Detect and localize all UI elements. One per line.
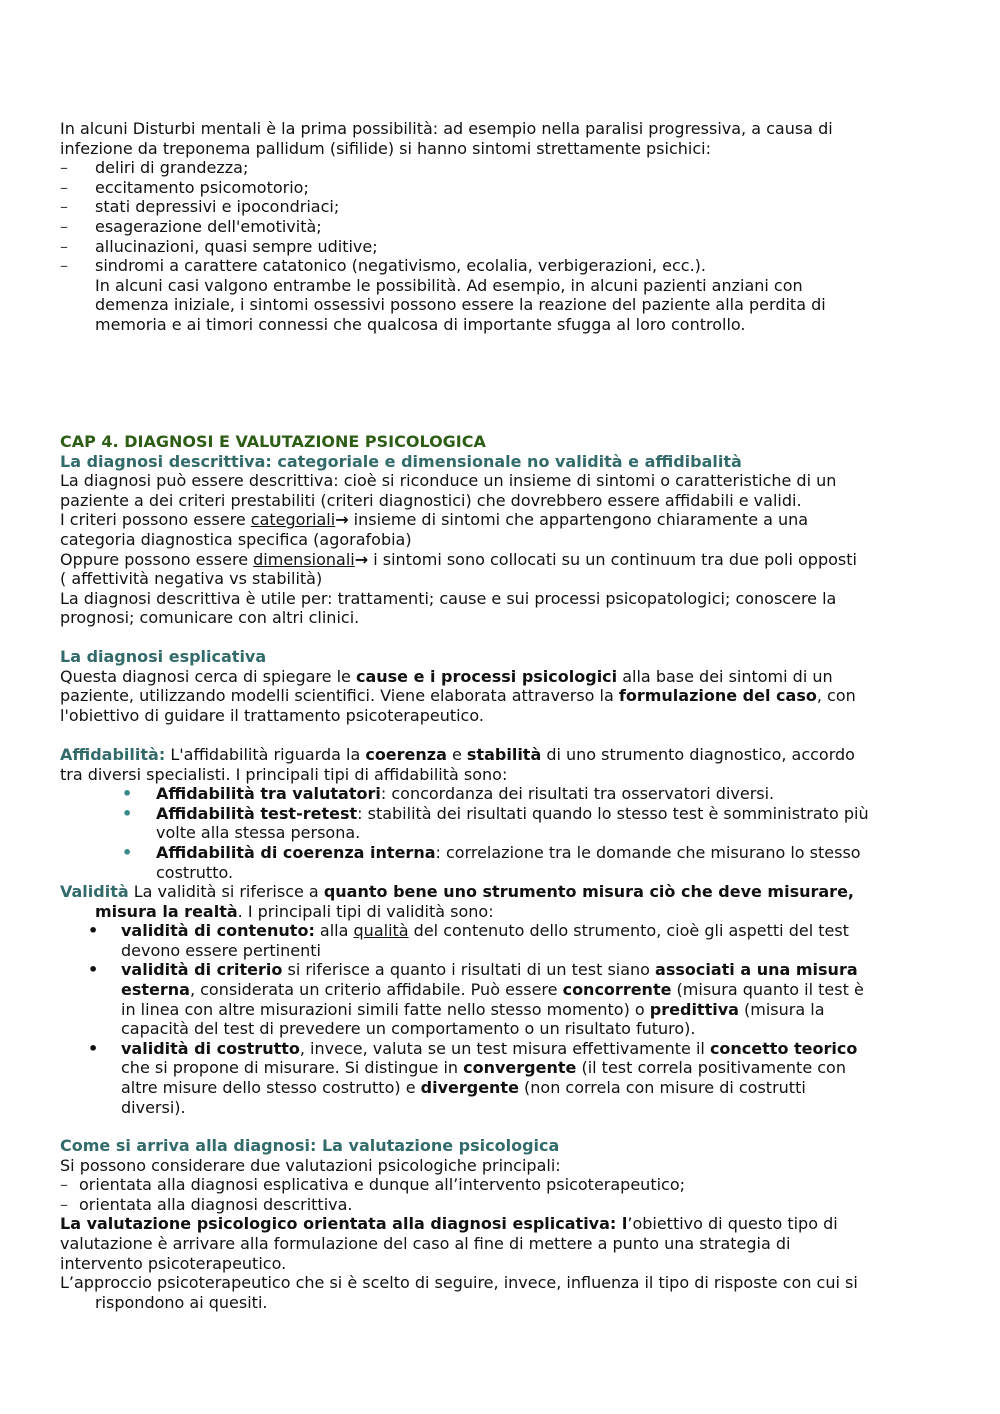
intro-paragraph-line: infezione da treponema pallidum (sifilide) si hanno sintomi strettamente psichici: bbox=[60, 138, 711, 158]
paragraph-line: La diagnosi descrittiva è utile per: trattamenti; cause e sui processi psicopatologici; conoscere la bbox=[60, 588, 837, 608]
chapter-section bbox=[60, 432, 910, 628]
paragraph-line: ( affettività negativa vs stabilità) bbox=[60, 569, 323, 589]
dash-bullet: – bbox=[60, 197, 68, 217]
section-heading: La diagnosi esplicativa bbox=[60, 647, 267, 666]
term-label: Validità bbox=[60, 882, 129, 901]
list-item-continuation: esterna, considerata un criterio affidabile. Può essere concorrente (misura quanto il test è bbox=[121, 979, 864, 999]
list-item-continuation: capacità del test di prevedere un comportamento o un risultato futuro). bbox=[121, 1019, 696, 1039]
paragraph-line: tra diversi specialisti. I principali tipi di affidabilità sono: bbox=[60, 764, 508, 784]
arrow-icon: → bbox=[335, 510, 349, 530]
chapter-title: CAP 4. DIAGNOSI E VALUTAZIONE PSICOLOGICA bbox=[60, 432, 486, 451]
bullet-dot: • bbox=[88, 1038, 99, 1058]
paragraph-line: l'obiettivo di guidare il trattamento psicoterapeutico. bbox=[60, 705, 484, 725]
list-item: – esagerazione dell'emotività; bbox=[60, 216, 322, 236]
list-item: • Affidabilità tra valutatori: concordanza dei risultati tra osservatori diversi. bbox=[122, 784, 775, 804]
section-heading: Come si arriva alla diagnosi: La valutazione psicologica bbox=[60, 1136, 560, 1155]
list-item: – orientata alla diagnosi esplicativa e dunque all’intervento psicoterapeutico; bbox=[60, 1175, 686, 1195]
list-item: – allucinazioni, quasi sempre uditive; bbox=[60, 236, 378, 256]
paragraph-line: valutazione è arrivare alla formulazione del caso al fine di mettere a punto una strategia di bbox=[60, 1233, 791, 1253]
paragraph-line: paziente a dei criteri prestabiliti (criteri diagnostici) che dovrebbero essere affidabili e validi. bbox=[60, 490, 802, 510]
list-item-continuation: in linea con altre misurazioni simili fatte nello stesso momento) o predittiva (misura la bbox=[121, 999, 825, 1019]
affidabilita-section bbox=[60, 745, 910, 882]
list-item-continuation: devono essere pertinenti bbox=[121, 940, 321, 960]
paragraph-line: paziente, utilizzando modelli scientifici. Viene elaborata attraverso la formulazione del caso, con bbox=[60, 686, 856, 706]
list-item: • validità di criterio si riferisce a quanto i risultati di un test siano associati a una misura bbox=[88, 960, 858, 980]
section-heading: La diagnosi descrittiva: categoriale e dimensionale no validità e affidibalità bbox=[60, 451, 742, 471]
list-item: – sindromi a carattere catatonico (negativismo, ecolalia, verbigerazioni, ecc.). bbox=[60, 256, 706, 276]
bullet-dot: • bbox=[88, 960, 99, 980]
paragraph-line: L’approccio psicoterapeutico che si è scelto di seguire, invece, influenza il tipo di risposte con cui si bbox=[60, 1273, 858, 1293]
paragraph-line: Affidabilità: L'affidabilità riguarda la coerenza e stabilità di uno strumento diagnostico, accordo bbox=[60, 745, 855, 764]
list-item-continuation: volte alla stessa persona. bbox=[156, 823, 361, 843]
bullet-dot: • bbox=[122, 842, 133, 862]
intro-paragraph-line: In alcuni Disturbi mentali è la prima possibilità: ad esempio nella paralisi progressiva, a causa di bbox=[60, 119, 833, 138]
list-item: • Affidabilità di coerenza interna: correlazione tra le domande che misurano lo stesso bbox=[122, 842, 861, 862]
bullet-dot: • bbox=[88, 921, 99, 941]
underlined-term: dimensionali bbox=[253, 549, 355, 569]
underlined-term: categoriali bbox=[250, 510, 336, 530]
intro-paragraph-line: demenza iniziale, i sintomi ossessivi possono essere la reazione del paziente alla perdita di bbox=[95, 295, 826, 315]
list-item-continuation: costrutto. bbox=[156, 862, 234, 882]
underlined-term: qualità bbox=[353, 921, 409, 941]
paragraph-line: La valutazione psicologico orientata alla diagnosi esplicativa: l’obiettivo di questo tipo di bbox=[60, 1214, 838, 1234]
intro-paragraph-line: In alcuni casi valgono entrambe le possibilità. Ad esempio, in alcuni pazienti anziani con bbox=[95, 275, 803, 295]
paragraph-line: rispondono ai quesiti. bbox=[95, 1292, 268, 1312]
list-item-continuation: che si propone di misurare. Si distingue in convergente (il test correla positivamente con bbox=[121, 1058, 846, 1078]
list-item-continuation: diversi). bbox=[121, 1097, 186, 1117]
dash-bullet: – bbox=[60, 158, 68, 178]
esplicativa-section bbox=[60, 647, 910, 725]
dash-bullet: – bbox=[60, 256, 68, 276]
valutazione-section bbox=[60, 1136, 910, 1312]
paragraph-line: Questa diagnosi cerca di spiegare le cause e i processi psicologici alla base dei sintomi di un bbox=[60, 666, 833, 686]
intro-paragraph-line: memoria e ai timori connessi che qualcosa di importante sfugga al loro controllo. bbox=[95, 314, 746, 334]
paragraph-line: Oppure possono essere dimensionali→ i sintomi sono collocati su un continuum tra due poli opposti bbox=[60, 549, 857, 569]
paragraph-line: categoria diagnostica specifica (agorafobia) bbox=[60, 529, 412, 549]
dash-bullet: – bbox=[60, 216, 68, 236]
list-item: – eccitamento psicomotorio; bbox=[60, 177, 309, 197]
list-item: • Affidabilità test-retest: stabilità dei risultati quando lo stesso test è somministrato più bbox=[122, 803, 869, 823]
bullet-dot: • bbox=[122, 784, 133, 804]
paragraph-line: La diagnosi può essere descrittiva: cioè si riconduce un insieme di sintomi o caratteristiche di un bbox=[60, 471, 837, 491]
bullet-dot: • bbox=[122, 803, 133, 823]
list-item-continuation: altre misure dello stesso costrutto) e divergente (non correla con misure di costrutti bbox=[121, 1077, 806, 1097]
intro-section bbox=[60, 119, 910, 335]
paragraph-line: misura la realtà. I principali tipi di validità sono: bbox=[95, 901, 494, 921]
validita-section bbox=[60, 882, 910, 1117]
paragraph-line: I criteri possono essere categoriali→ insieme di sintomi che appartengono chiaramente a una bbox=[60, 510, 809, 530]
dash-bullet: – bbox=[60, 1194, 68, 1214]
list-item: • validità di contenuto: alla qualità del contenuto dello strumento, cioè gli aspetti del test bbox=[88, 921, 849, 941]
list-item: – stati depressivi e ipocondriaci; bbox=[60, 197, 340, 217]
list-item: – deliri di grandezza; bbox=[60, 158, 249, 178]
dash-bullet: – bbox=[60, 236, 68, 256]
paragraph-line: Si possono considerare due valutazioni psicologiche principali: bbox=[60, 1155, 561, 1175]
paragraph-line: intervento psicoterapeutico. bbox=[60, 1253, 287, 1273]
term-label: Affidabilità: bbox=[60, 745, 166, 764]
paragraph-line: prognosi; comunicare con altri clinici. bbox=[60, 608, 360, 628]
dash-bullet: – bbox=[60, 177, 68, 197]
arrow-icon: → bbox=[354, 549, 369, 569]
list-item: • validità di costrutto, invece, valuta se un test misura effettivamente il concetto teorico bbox=[88, 1038, 858, 1058]
dash-bullet: – bbox=[60, 1175, 68, 1195]
paragraph-line: Validità La validità si riferisce a quanto bene uno strumento misura ciò che deve misurare, bbox=[60, 882, 854, 901]
list-item: – orientata alla diagnosi descrittiva. bbox=[60, 1194, 353, 1214]
